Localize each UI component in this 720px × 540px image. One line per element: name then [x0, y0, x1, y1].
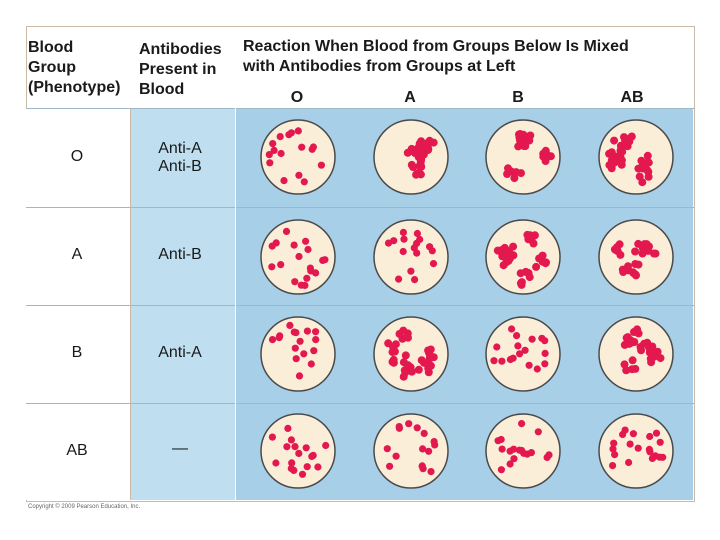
red-blood-cell: [273, 239, 280, 246]
unagglutinated-dish: [597, 412, 675, 490]
agglutinated-dish: [597, 315, 675, 393]
red-blood-cell: [297, 338, 304, 345]
red-blood-cell: [300, 350, 307, 357]
antibody-label: Anti-A: [158, 344, 202, 361]
red-blood-cell: [411, 276, 418, 283]
red-blood-cell: [542, 147, 550, 155]
red-blood-cell: [645, 243, 653, 251]
red-blood-cell: [534, 365, 541, 372]
red-blood-cell: [404, 334, 412, 342]
red-blood-cell: [498, 466, 505, 473]
red-blood-cell: [520, 450, 527, 457]
red-blood-cell: [322, 442, 329, 449]
red-blood-cell: [295, 253, 302, 260]
red-blood-cell: [402, 351, 410, 359]
red-blood-cell: [288, 459, 295, 466]
red-blood-cell: [416, 236, 423, 243]
red-blood-cell: [415, 153, 423, 161]
red-blood-cell: [308, 453, 315, 460]
red-blood-cell: [400, 236, 407, 243]
red-blood-cell: [426, 137, 434, 145]
red-blood-cell: [392, 340, 400, 348]
red-blood-cell: [284, 425, 291, 432]
red-blood-cell: [409, 163, 417, 171]
red-blood-cell: [390, 237, 397, 244]
red-blood-cell: [490, 357, 497, 364]
red-blood-cell: [643, 166, 651, 174]
red-blood-cell: [497, 248, 505, 256]
petri-dish: [374, 120, 448, 194]
agglutinated-dish: [484, 118, 562, 196]
agglutinated-dish: [597, 218, 675, 296]
red-blood-cell: [421, 430, 428, 437]
red-blood-cell: [276, 334, 283, 341]
red-blood-cell: [498, 358, 505, 365]
unagglutinated-dish: [259, 218, 337, 296]
red-blood-cell: [396, 423, 403, 430]
red-blood-cell: [295, 127, 302, 134]
red-blood-cell: [659, 454, 666, 461]
petri-dish: [374, 220, 448, 294]
red-blood-cell: [299, 471, 306, 478]
red-blood-cell: [283, 443, 290, 450]
red-blood-cell: [518, 281, 526, 289]
red-blood-cell: [411, 244, 418, 251]
red-blood-cell: [414, 424, 421, 431]
red-blood-cell: [310, 347, 317, 354]
red-blood-cell: [295, 450, 302, 457]
red-blood-cell: [400, 248, 407, 255]
red-blood-cell: [286, 322, 293, 329]
red-blood-cell: [616, 151, 624, 159]
red-blood-cell: [277, 133, 284, 140]
agglutinated-dish: [484, 218, 562, 296]
red-blood-cell: [389, 358, 397, 366]
red-blood-cell: [304, 328, 311, 335]
red-blood-cell: [510, 355, 517, 362]
red-blood-cell: [628, 365, 636, 373]
phenotype-label: AB: [66, 442, 88, 459]
red-blood-cell: [532, 263, 540, 271]
red-blood-cell: [321, 256, 328, 263]
donor-column-ab: AB: [620, 89, 644, 106]
antibody-label: Anti-B: [158, 246, 202, 263]
red-blood-cell: [541, 360, 548, 367]
row-divider: [26, 403, 694, 404]
red-blood-cell: [507, 460, 514, 467]
unagglutinated-dish: [372, 218, 450, 296]
red-blood-cell: [646, 433, 653, 440]
red-blood-cell: [542, 350, 549, 357]
antibody-label: —: [172, 440, 188, 457]
red-blood-cell: [417, 139, 425, 147]
red-blood-cell: [401, 366, 409, 374]
red-blood-cell: [644, 152, 652, 160]
red-blood-cell: [304, 246, 311, 253]
red-blood-cell: [647, 358, 655, 366]
red-blood-cell: [280, 177, 287, 184]
red-blood-cell: [384, 339, 392, 347]
petri-dish: [374, 317, 448, 391]
red-blood-cell: [535, 428, 542, 435]
red-blood-cell: [425, 448, 432, 455]
antibody-label: Anti-A Anti-B: [158, 140, 202, 175]
unagglutinated-dish: [484, 412, 562, 490]
red-blood-cell: [618, 161, 626, 169]
unagglutinated-dish: [484, 315, 562, 393]
red-blood-cell: [303, 444, 310, 451]
red-blood-cell: [635, 329, 643, 337]
red-blood-cell: [310, 143, 317, 150]
red-blood-cell: [417, 170, 425, 178]
red-blood-cell: [296, 372, 303, 379]
red-blood-cell: [266, 151, 273, 158]
red-blood-cell: [292, 329, 299, 336]
red-blood-cell: [630, 430, 637, 437]
red-blood-cell: [288, 436, 295, 443]
unagglutinated-dish: [259, 315, 337, 393]
red-blood-cell: [308, 360, 315, 367]
red-blood-cell: [386, 463, 393, 470]
unagglutinated-dish: [259, 118, 337, 196]
header-antibodies: Antibodies Present in Blood: [139, 41, 222, 98]
column-divider: [130, 108, 131, 500]
red-blood-cell: [514, 342, 521, 349]
agglutinated-dish: [597, 118, 675, 196]
phenotype-label: B: [71, 344, 83, 361]
red-blood-cell: [620, 133, 628, 141]
red-blood-cell: [510, 446, 517, 453]
red-blood-cell: [312, 336, 319, 343]
phenotype-label: A: [71, 246, 83, 263]
red-blood-cell: [293, 355, 300, 362]
red-blood-cell: [652, 452, 659, 459]
red-blood-cell: [431, 441, 438, 448]
red-blood-cell: [526, 132, 534, 140]
red-blood-cell: [405, 420, 412, 427]
red-blood-cell: [266, 159, 273, 166]
red-blood-cell: [314, 463, 321, 470]
red-blood-cell: [652, 250, 660, 258]
red-blood-cell: [609, 462, 616, 469]
donor-column-a: A: [404, 89, 416, 106]
red-blood-cell: [393, 453, 400, 460]
red-blood-cell: [427, 468, 434, 475]
red-blood-cell: [513, 332, 520, 339]
red-blood-cell: [269, 336, 276, 343]
red-blood-cell: [298, 144, 305, 151]
red-blood-cell: [291, 242, 298, 249]
column-divider: [235, 108, 236, 500]
red-blood-cell: [610, 137, 618, 145]
copyright-notice: Copyright © 2009 Pearson Education, Inc.: [28, 504, 141, 510]
red-blood-cell: [605, 150, 613, 158]
red-blood-cell: [423, 360, 431, 368]
red-blood-cell: [609, 445, 616, 452]
red-blood-cell: [621, 360, 629, 368]
red-blood-cell: [625, 459, 632, 466]
petri-dish: [599, 220, 673, 294]
red-blood-cell: [277, 261, 284, 268]
red-blood-cell: [657, 439, 664, 446]
donor-column-o: O: [290, 89, 304, 106]
unagglutinated-dish: [372, 412, 450, 490]
red-blood-cell: [302, 238, 309, 245]
red-blood-cell: [643, 340, 651, 348]
red-blood-cell: [417, 163, 425, 171]
red-blood-cell: [283, 228, 290, 235]
red-blood-cell: [616, 251, 624, 259]
red-blood-cell: [613, 243, 621, 251]
header-divider: [26, 108, 694, 109]
phenotype-label: O: [70, 148, 84, 165]
red-blood-cell: [503, 170, 511, 178]
red-blood-cell: [624, 333, 632, 341]
row-divider: [26, 207, 694, 208]
red-blood-cell: [399, 327, 407, 335]
red-blood-cell: [295, 172, 302, 179]
red-blood-cell: [624, 262, 632, 270]
red-blood-cell: [419, 463, 426, 470]
red-blood-cell: [426, 243, 433, 250]
red-blood-cell: [635, 445, 642, 452]
red-blood-cell: [539, 252, 547, 260]
header-reaction: Reaction When Blood from Groups Below Is Mixed with Antibodies from Groups at Left: [243, 38, 629, 75]
red-blood-cell: [301, 178, 308, 185]
red-blood-cell: [395, 276, 402, 283]
red-blood-cell: [285, 131, 292, 138]
red-blood-cell: [389, 348, 397, 356]
red-blood-cell: [529, 336, 536, 343]
agglutinated-dish: [372, 118, 450, 196]
red-blood-cell: [499, 446, 506, 453]
red-blood-cell: [653, 430, 660, 437]
red-blood-cell: [544, 454, 551, 461]
red-blood-cell: [404, 149, 412, 157]
red-blood-cell: [508, 325, 515, 332]
petri-dish: [261, 317, 335, 391]
red-blood-cell: [622, 427, 629, 434]
red-blood-cell: [538, 335, 545, 342]
red-blood-cell: [268, 263, 275, 270]
red-blood-cell: [291, 443, 298, 450]
red-blood-cell: [518, 420, 525, 427]
unagglutinated-dish: [259, 412, 337, 490]
red-blood-cell: [400, 229, 407, 236]
red-blood-cell: [526, 273, 534, 281]
red-blood-cell: [303, 275, 310, 282]
row-divider: [26, 305, 694, 306]
red-blood-cell: [312, 328, 319, 335]
red-blood-cell: [509, 243, 517, 251]
red-blood-cell: [636, 173, 644, 181]
agglutinated-dish: [372, 315, 450, 393]
red-blood-cell: [278, 150, 285, 157]
header-blood-group: Blood Group (Phenotype): [28, 39, 121, 96]
red-blood-cell: [498, 436, 505, 443]
red-blood-cell: [493, 343, 500, 350]
red-blood-cell: [291, 278, 298, 285]
red-blood-cell: [518, 136, 526, 144]
red-blood-cell: [430, 260, 437, 267]
donor-column-b: B: [512, 89, 524, 106]
red-blood-cell: [318, 162, 325, 169]
red-blood-cell: [522, 347, 529, 354]
red-blood-cell: [272, 459, 279, 466]
red-blood-cell: [627, 441, 634, 448]
red-blood-cell: [384, 445, 391, 452]
red-blood-cell: [301, 282, 308, 289]
red-blood-cell: [524, 235, 532, 243]
red-blood-cell: [407, 268, 414, 275]
red-blood-cell: [526, 362, 533, 369]
red-blood-cell: [631, 248, 639, 256]
red-blood-cell: [632, 271, 640, 279]
red-blood-cell: [415, 366, 423, 374]
red-blood-cell: [292, 345, 299, 352]
red-blood-cell: [542, 259, 550, 267]
red-blood-cell: [269, 434, 276, 441]
red-blood-cell: [304, 463, 311, 470]
red-blood-cell: [312, 269, 319, 276]
red-blood-cell: [269, 140, 276, 147]
red-blood-cell: [635, 261, 643, 269]
red-blood-cell: [430, 353, 438, 361]
red-blood-cell: [629, 356, 637, 364]
